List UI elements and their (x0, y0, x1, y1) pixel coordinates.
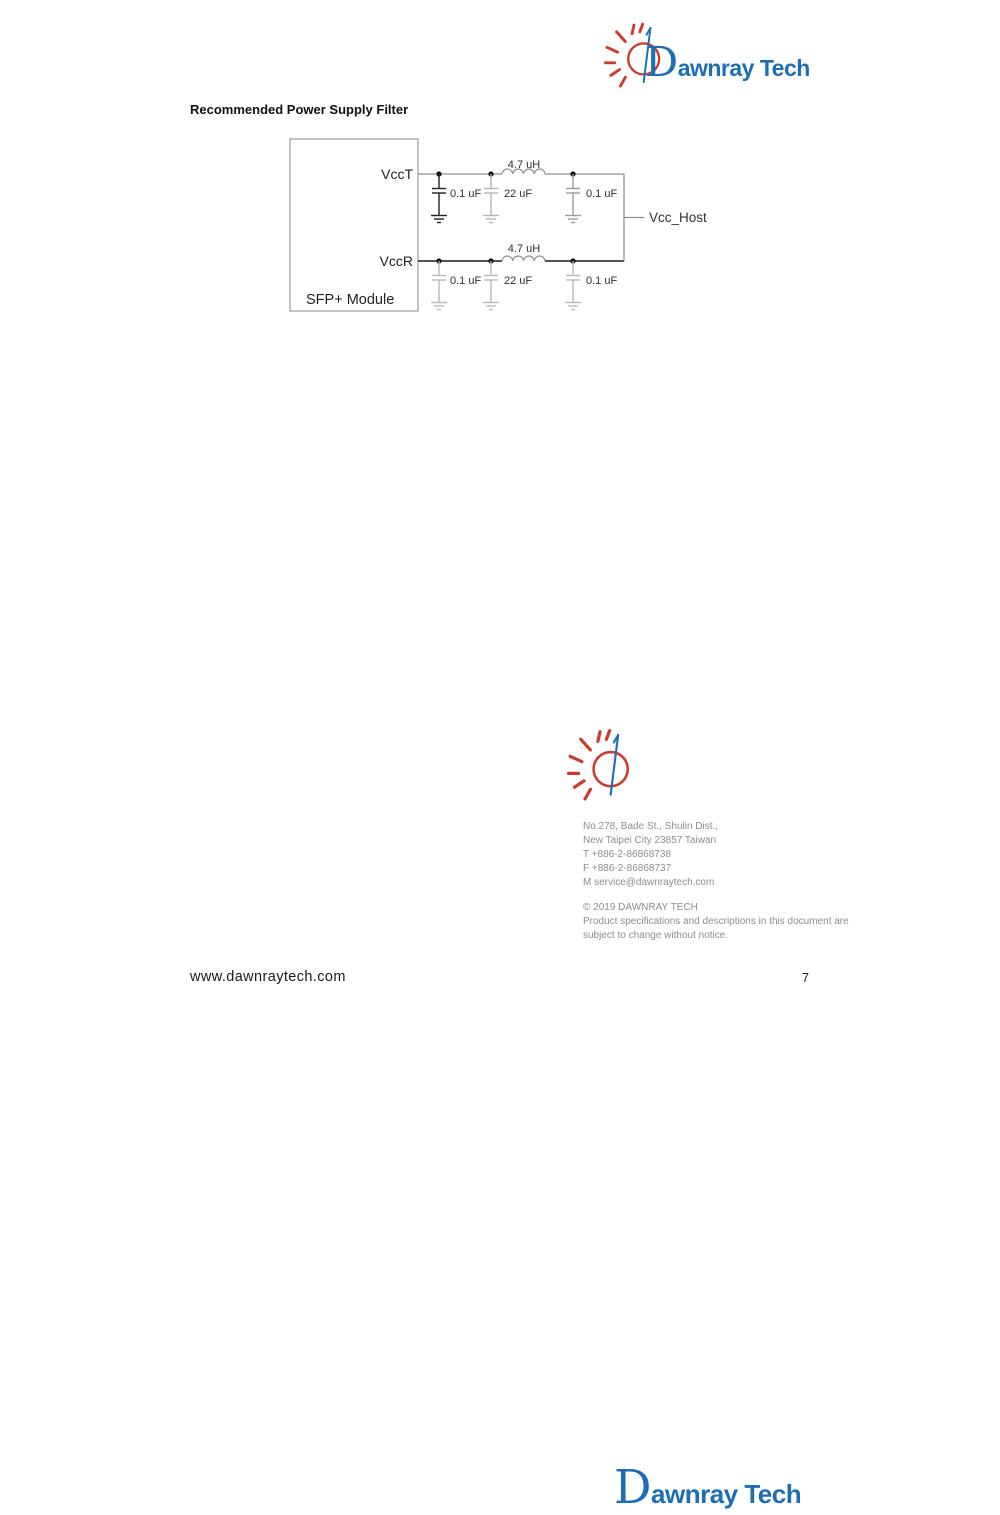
disclaimer-line: Product specifications and descriptions in this document are (583, 916, 849, 927)
power-filter-schematic (280, 135, 740, 325)
sun-icon (568, 728, 632, 806)
capacitor-top-3 (565, 174, 581, 223)
fax-line: F +886-2-86868737 (583, 863, 672, 874)
footer-website: www.dawnraytech.com (190, 969, 346, 985)
logo-text: Dawnray Tech (645, 38, 810, 86)
address-line: No.278, Bade St., Shulin Dist., (583, 821, 719, 832)
host-bus-wire (624, 174, 644, 261)
page-title: Recommended Power Supply Filter (190, 102, 409, 117)
address-line: New Taipei City 23857 Taiwan (583, 835, 717, 846)
cap-value-label: 0.1 uF (586, 275, 618, 287)
capacitor-bottom-3 (565, 261, 581, 310)
inductor-symbol-bottom (502, 256, 545, 261)
capacitor-top-2 (483, 174, 499, 223)
inductor-value-label: 4.7 uH (507, 159, 541, 171)
capacitor-top-1 (431, 174, 447, 223)
header-logo (605, 22, 845, 100)
vccr-wire (418, 256, 624, 261)
module-label: SFP+ Module (306, 292, 395, 308)
footer-legal (583, 901, 849, 943)
page-number: 7 (802, 971, 809, 985)
cap-value-label: 0.1 uF (586, 188, 618, 200)
cap-value-label: 0.1 uF (450, 188, 482, 200)
copyright-line: © 2019 DAWNRAY TECH (583, 902, 698, 913)
logo-text: Dawnray Tech (614, 1461, 802, 1515)
port-label-vccr: VccR (379, 253, 413, 269)
capacitor-bottom-2 (483, 261, 499, 310)
footer-address (583, 820, 718, 890)
inductor-value-label: 4.7 uH (507, 243, 541, 255)
disclaimer-line: subject to change without notice. (583, 930, 729, 941)
capacitor-bottom-1 (431, 261, 447, 310)
port-label-vcct: VccT (381, 166, 413, 182)
cap-value-label: 22 uF (504, 188, 533, 200)
email-line: M service@dawnraytech.com (583, 877, 715, 888)
sfp-module-box (290, 139, 418, 311)
junction-dots (436, 171, 575, 263)
cap-value-label: 22 uF (504, 275, 533, 287)
output-label-vcc-host: Vcc_Host (649, 210, 707, 225)
phone-line: T +886-2-86868738 (583, 849, 671, 860)
cap-value-label: 0.1 uF (450, 275, 482, 287)
